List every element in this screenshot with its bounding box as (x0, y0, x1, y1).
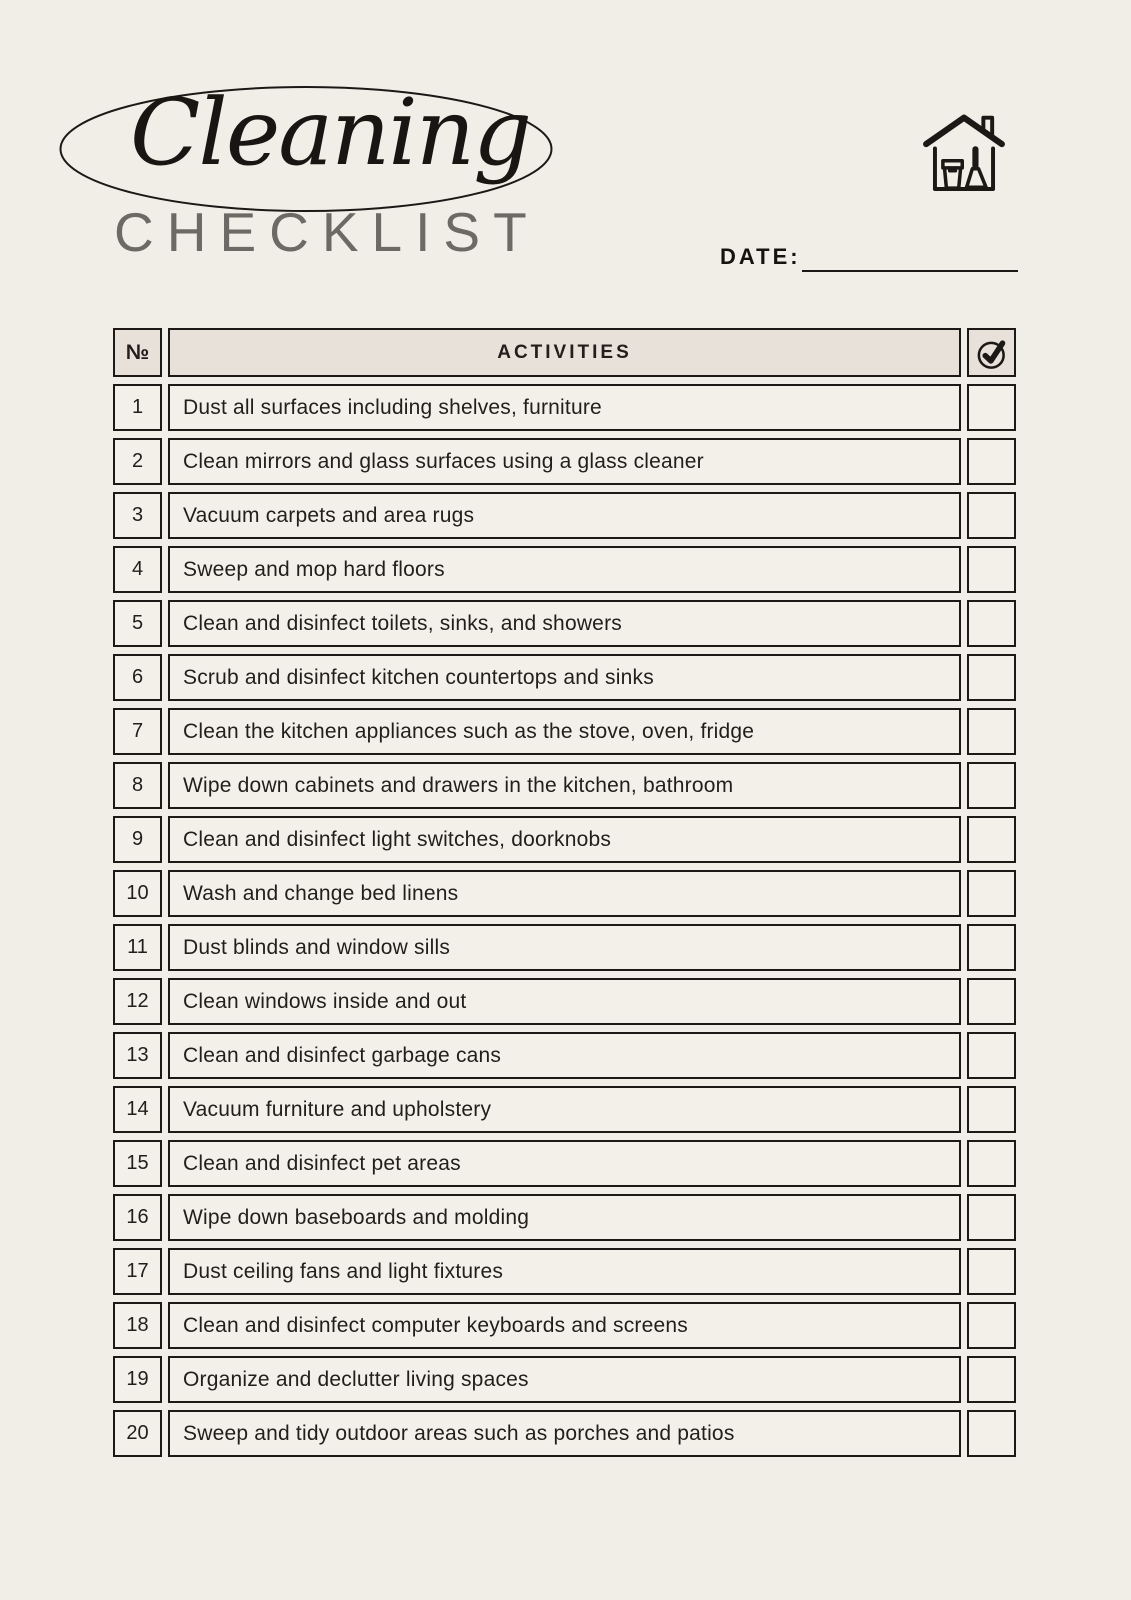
row-number: 14 (113, 1086, 162, 1133)
row-number: 13 (113, 1032, 162, 1079)
row-activity: Organize and declutter living spaces (168, 1356, 961, 1403)
row-activity: Dust all surfaces including shelves, furniture (168, 384, 961, 431)
row-checkbox[interactable] (967, 978, 1016, 1025)
row-checkbox[interactable] (967, 384, 1016, 431)
row-checkbox[interactable] (967, 600, 1016, 647)
row-activity: Clean windows inside and out (168, 978, 961, 1025)
row-activity: Clean and disinfect garbage cans (168, 1032, 961, 1079)
row-number: 7 (113, 708, 162, 755)
column-header-check (967, 328, 1016, 377)
row-number: 16 (113, 1194, 162, 1241)
row-checkbox[interactable] (967, 1302, 1016, 1349)
row-activity: Vacuum furniture and upholstery (168, 1086, 961, 1133)
column-header-activities: ACTIVITIES (168, 328, 961, 377)
row-number: 5 (113, 600, 162, 647)
row-activity: Scrub and disinfect kitchen countertops and sinks (168, 654, 961, 701)
page-header (0, 0, 1131, 328)
row-checkbox[interactable] (967, 438, 1016, 485)
row-activity: Clean the kitchen appliances such as the stove, oven, fridge (168, 708, 961, 755)
row-number: 2 (113, 438, 162, 485)
row-checkbox[interactable] (967, 762, 1016, 809)
row-number: 11 (113, 924, 162, 971)
row-checkbox[interactable] (967, 654, 1016, 701)
row-number: 4 (113, 546, 162, 593)
checklist-table (113, 328, 1016, 1457)
row-checkbox[interactable] (967, 1140, 1016, 1187)
row-number: 3 (113, 492, 162, 539)
row-checkbox[interactable] (967, 708, 1016, 755)
row-checkbox[interactable] (967, 546, 1016, 593)
row-number: 18 (113, 1302, 162, 1349)
page-subtitle: CHECKLIST (114, 201, 540, 263)
row-activity: Clean mirrors and glass surfaces using a glass cleaner (168, 438, 961, 485)
row-checkbox[interactable] (967, 816, 1016, 863)
row-number: 10 (113, 870, 162, 917)
row-number: 19 (113, 1356, 162, 1403)
row-checkbox[interactable] (967, 1032, 1016, 1079)
page-title: Cleaning (130, 79, 530, 186)
row-number: 17 (113, 1248, 162, 1295)
row-activity: Wipe down cabinets and drawers in the kitchen, bathroom (168, 762, 961, 809)
row-number: 8 (113, 762, 162, 809)
row-checkbox[interactable] (967, 1086, 1016, 1133)
row-activity: Dust blinds and window sills (168, 924, 961, 971)
row-number: 1 (113, 384, 162, 431)
row-activity: Clean and disinfect computer keyboards and screens (168, 1302, 961, 1349)
row-activity: Dust ceiling fans and light fixtures (168, 1248, 961, 1295)
row-checkbox[interactable] (967, 1356, 1016, 1403)
checkmark-circle-icon (974, 335, 1010, 371)
row-checkbox[interactable] (967, 1194, 1016, 1241)
row-activity: Vacuum carpets and area rugs (168, 492, 961, 539)
row-activity: Wipe down baseboards and molding (168, 1194, 961, 1241)
row-activity: Clean and disinfect light switches, doorknobs (168, 816, 961, 863)
row-number: 9 (113, 816, 162, 863)
row-activity: Wash and change bed linens (168, 870, 961, 917)
row-number: 20 (113, 1410, 162, 1457)
date-label: DATE: (720, 244, 801, 269)
row-checkbox[interactable] (967, 1410, 1016, 1457)
row-activity: Sweep and tidy outdoor areas such as porches and patios (168, 1410, 961, 1457)
row-activity: Clean and disinfect pet areas (168, 1140, 961, 1187)
row-number: 15 (113, 1140, 162, 1187)
row-activity: Sweep and mop hard floors (168, 546, 961, 593)
row-checkbox[interactable] (967, 492, 1016, 539)
house-cleaning-icon (920, 104, 1008, 200)
row-checkbox[interactable] (967, 1248, 1016, 1295)
row-activity: Clean and disinfect toilets, sinks, and showers (168, 600, 961, 647)
row-number: 12 (113, 978, 162, 1025)
row-number: 6 (113, 654, 162, 701)
row-checkbox[interactable] (967, 870, 1016, 917)
column-header-number: № (113, 328, 162, 377)
row-checkbox[interactable] (967, 924, 1016, 971)
date-fill-in-line[interactable] (802, 244, 1018, 272)
